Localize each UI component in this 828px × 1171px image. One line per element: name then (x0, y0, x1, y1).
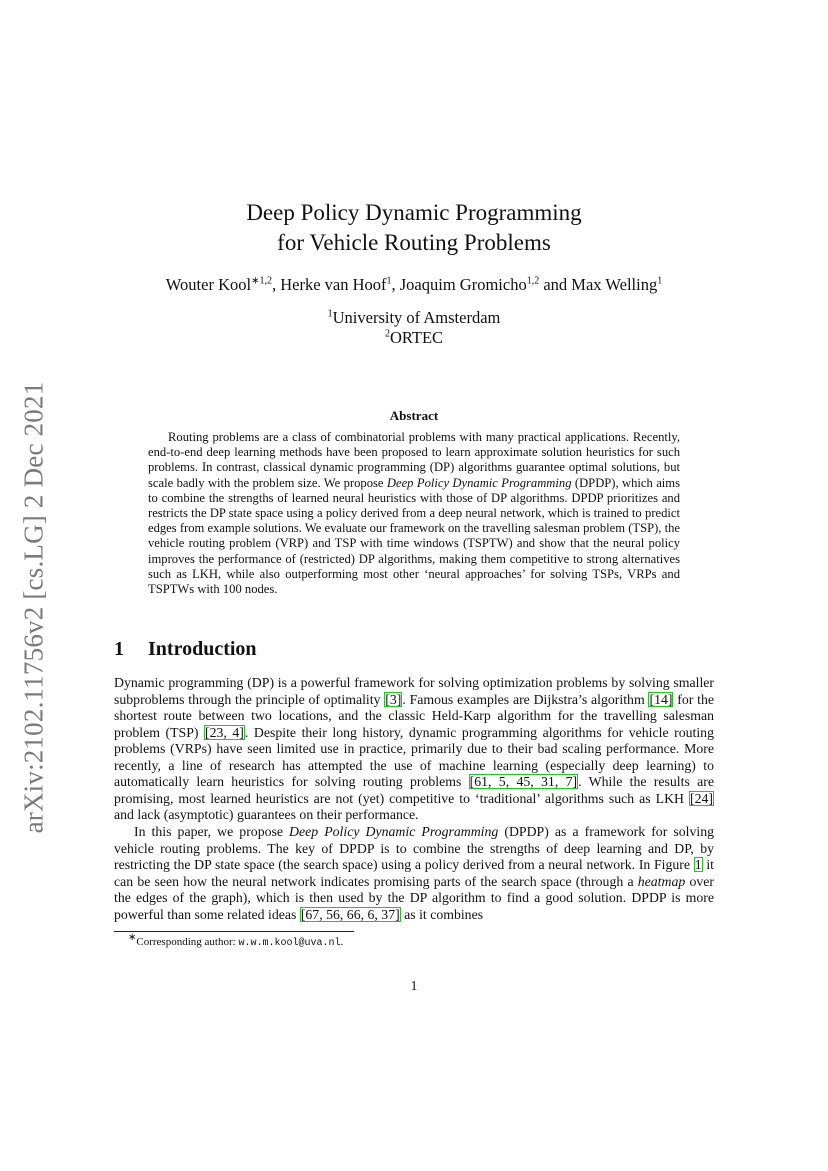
author-superscript: 1 (657, 275, 663, 287)
citation-link[interactable]: [14] (649, 691, 673, 707)
affiliation-1 (114, 308, 714, 328)
author-name: Joaquim Gromicho (399, 275, 527, 294)
affiliation-2 (114, 328, 714, 348)
affiliation-list (114, 308, 714, 348)
body-text: . While the results are promising, most learned heuristics are not (yet) competitive to ‘traditional’ algorithms such as LKH (114, 774, 714, 806)
affiliation-superscript: 2 (384, 328, 390, 340)
body-emphasis: Deep Policy Dynamic Programming (289, 824, 499, 839)
author-name: Herke van Hoof (280, 275, 387, 294)
arxiv-identifier-text: arXiv:2102.11756v2 [cs.LG] 2 Dec 2021 (18, 381, 49, 833)
paper-title (114, 198, 714, 258)
author-separator: , (391, 275, 400, 294)
body-text: and lack (asymptotic) guarantees on their performance. (114, 807, 419, 822)
author-superscript: ∗1,2 (251, 275, 272, 287)
arxiv-identifier-stamp (12, 372, 56, 842)
author-list (114, 274, 714, 296)
citation-link[interactable]: [67, 56, 66, 6, 37] (300, 906, 400, 922)
footnote-end: . (340, 936, 344, 948)
section-title: Introduction (148, 638, 257, 660)
body-text: as it combines (400, 906, 484, 922)
citation-link[interactable]: [24] (690, 790, 713, 806)
body-text: it can be seen how the neural network indicates promising parts of the search space (through a (114, 857, 714, 889)
citation-link[interactable]: [61, 5, 45, 31, 7] (469, 774, 578, 789)
footnote-email[interactable]: w.w.m.kool@uva.nl (238, 938, 341, 949)
abstract-text: (DPDP), which aims to combine the strengths of learned neural heuristics with those of DP algorithms. DPDP prioritizes and restricts the DP state space using a policy derived from a deep neural network, which is trained to predict edges from example solutions. We evaluate our framework on the travelling salesman problem (TSP), the vehicle routing problem (VRP) and TSP with time windows (TSPTW) and show that the neural policy improves the performance of (restricted) DP algorithms, making them competitive to strong alternatives such as LKH, while also outperforming most other ‘neural approaches’ for solving TSPs, VRPs and TSPTWs with 100 nodes. (148, 475, 680, 597)
figure-reference-link[interactable]: 1 (694, 857, 702, 872)
author-separator: , (271, 275, 281, 294)
section-heading (114, 638, 257, 661)
footnote-text: Corresponding author: (136, 936, 239, 948)
page-number: 1 (410, 978, 418, 993)
author-name: Max Welling (571, 275, 658, 294)
citation-link[interactable]: [3] (385, 691, 402, 707)
body-text: (DPDP) as a framework for solving vehicle routing problems. The key of DPDP is to combine the strengths of deep learning and DP, by restricting the DP state space (the search space) using a policy derived from a neural network. In Figure (114, 824, 714, 872)
intro-paragraph-1 (114, 675, 714, 824)
author-superscript: 1 (386, 275, 392, 287)
author-name: Wouter Kool (165, 275, 252, 294)
author-conjunction: and (539, 275, 572, 294)
body-text: . Famous examples are Dijkstra’s algorithm (402, 691, 649, 707)
affiliation-name: ORTEC (389, 328, 444, 347)
body-text: over the edges of the graph), which is then used by the DP algorithm to find a good solution. DPDP is more powerful than some related ideas (114, 873, 714, 922)
title-line-2: for Vehicle Routing Problems (277, 230, 551, 255)
affiliation-superscript: 1 (327, 308, 333, 320)
body-text: for the shortest route between two locations, and the classic Held-Karp algorithm for the travelling salesman problem (TSP) (114, 691, 714, 740)
abstract-body (148, 430, 680, 597)
footnote (114, 932, 714, 951)
abstract-text: Routing problems are a class of combinatorial problems with many practical applications. Recently, end-to-end deep learning methods have been proposed to learn approximate solution heuristics for such problems. In contrast, classical dynamic programming (DP) algorithms guarantee optimal solutions, but scale badly with the problem size. We propose (148, 430, 680, 490)
section-number: 1 (114, 638, 124, 660)
footnote-mark: ∗ (128, 932, 137, 944)
body-text: . Despite their long history, dynamic programming algorithms for vehicle routing problems (VRPs) have seen limited use in practice, primarily due to their bad scaling performance. More recently, a line of research has attempted the use of machine learning (especially deep learning) to automatically learn heuristics for solving routing problems (114, 724, 714, 789)
body-text: In this paper, we propose (134, 824, 290, 839)
title-line-1: Deep Policy Dynamic Programming (246, 200, 582, 225)
author-superscript: 1,2 (526, 275, 540, 287)
abstract-heading: Abstract (389, 408, 439, 423)
intro-paragraph-2 (114, 824, 714, 923)
affiliation-name: University of Amsterdam (332, 308, 501, 327)
body-emphasis: heatmap (637, 873, 686, 889)
abstract-emphasis: Deep Policy Dynamic Programming (386, 475, 572, 490)
body-text: Dynamic programming (DP) is a powerful framework for solving optimization problems by solving smaller subproblems through the principle of optimality (114, 675, 714, 707)
citation-link[interactable]: [23, 4] (205, 724, 244, 740)
footnote-divider (114, 931, 354, 932)
